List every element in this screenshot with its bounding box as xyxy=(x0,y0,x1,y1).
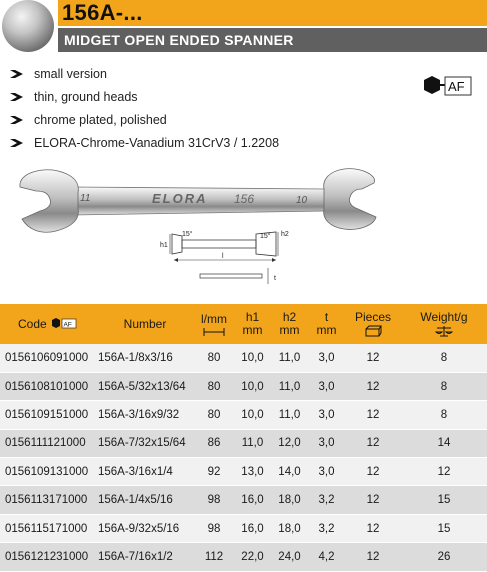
table-header-row xyxy=(0,304,487,344)
cell-number: 156A-9/32x5/16 xyxy=(96,514,194,542)
spanner-left-size: 11 xyxy=(80,193,91,204)
cell-code: 0156109131000 xyxy=(0,458,96,486)
cell-t: 3,0 xyxy=(308,429,345,457)
length-header-label: l/mm xyxy=(201,311,227,326)
title-band xyxy=(58,0,487,26)
spanner-brand: ELORA xyxy=(152,191,208,206)
cell-number: 156A-3/16x9/32 xyxy=(96,401,194,429)
cell-pieces: 12 xyxy=(345,486,401,514)
cell-weight: 15 xyxy=(401,514,487,542)
cell-t: 3,0 xyxy=(308,401,345,429)
cell-number: 156A-7/16x1/2 xyxy=(96,543,194,571)
arrow-bullet-icon xyxy=(10,115,24,125)
cell-h1: 22,0 xyxy=(234,543,271,571)
spanner-right-size: 10 xyxy=(296,195,308,206)
cell-h1: 13,0 xyxy=(234,458,271,486)
h1-header-unit: mm xyxy=(242,323,263,337)
cell-code: 0156108101000 xyxy=(0,372,96,400)
h1-header-label: h1 xyxy=(245,310,260,324)
cell-number: 156A-5/32x13/64 xyxy=(96,372,194,400)
dim-l-label: l xyxy=(222,253,224,260)
feature-item xyxy=(10,62,279,85)
cell-code: 0156121231000 xyxy=(0,543,96,571)
cell-length: 98 xyxy=(194,486,234,514)
subtitle-band xyxy=(58,28,487,52)
cell-h1: 16,0 xyxy=(234,514,271,542)
af-logo-text: AF xyxy=(448,79,465,94)
cell-code: 0156115171000 xyxy=(0,514,96,542)
cell-t: 4,2 xyxy=(308,543,345,571)
cell-weight: 14 xyxy=(401,429,487,457)
cell-code: 0156113171000 xyxy=(0,486,96,514)
feature-text: chrome plated, polished xyxy=(34,112,167,127)
col-header-h1 xyxy=(234,304,271,344)
dim-h1-label: h1 xyxy=(160,242,168,249)
cell-number: 156A-1/4x5/16 xyxy=(96,486,194,514)
cell-pieces: 12 xyxy=(345,344,401,372)
code-header-label: Code xyxy=(17,317,47,331)
cell-weight: 12 xyxy=(401,458,487,486)
cell-h1: 16,0 xyxy=(234,486,271,514)
t-header-unit: mm xyxy=(316,323,337,337)
table-row xyxy=(0,344,487,372)
cell-number: 156A-3/16x1/4 xyxy=(96,458,194,486)
cell-length: 80 xyxy=(194,401,234,429)
cell-length: 80 xyxy=(194,344,234,372)
cell-code: 0156111121000 xyxy=(0,429,96,457)
cell-weight: 26 xyxy=(401,543,487,571)
spanner-model: 156 xyxy=(234,192,255,206)
table-row xyxy=(0,372,487,400)
cell-weight: 8 xyxy=(401,344,487,372)
col-header-h2 xyxy=(271,304,308,344)
cell-weight: 8 xyxy=(401,372,487,400)
cell-h2: 18,0 xyxy=(271,486,308,514)
feature-text: ELORA-Chrome-Vanadium 31CrV3 / 1.2208 xyxy=(34,135,280,150)
feature-text: small version xyxy=(34,66,107,81)
af-small-text: AF xyxy=(63,321,72,329)
cell-h2: 18,0 xyxy=(271,514,308,542)
cell-t: 3,2 xyxy=(308,486,345,514)
col-header-weight xyxy=(401,304,487,344)
cell-h2: 12,0 xyxy=(271,429,308,457)
feature-item xyxy=(10,108,279,131)
cell-length: 98 xyxy=(194,514,234,542)
cell-length: 92 xyxy=(194,458,234,486)
h2-header-label: h2 xyxy=(282,310,297,324)
cell-h2: 11,0 xyxy=(271,401,308,429)
af-hex-small-icon xyxy=(50,317,78,330)
cell-length: 80 xyxy=(194,372,234,400)
cell-pieces: 12 xyxy=(345,429,401,457)
col-header-pieces xyxy=(345,304,401,344)
package-box-icon xyxy=(364,325,382,337)
product-subtitle: MIDGET OPEN ENDED SPANNER xyxy=(64,32,294,48)
cell-t: 3,2 xyxy=(308,514,345,542)
cell-t: 3,0 xyxy=(308,458,345,486)
cell-number: 156A-1/8x3/16 xyxy=(96,344,194,372)
cell-h2: 14,0 xyxy=(271,458,308,486)
dim-t-label: t xyxy=(274,275,276,282)
dimension-diagram xyxy=(160,222,300,288)
cell-length: 112 xyxy=(194,543,234,571)
col-header-code xyxy=(0,304,96,344)
cell-h2: 11,0 xyxy=(271,372,308,400)
cell-h2: 11,0 xyxy=(271,344,308,372)
cell-pieces: 12 xyxy=(345,401,401,429)
table-row xyxy=(0,543,487,571)
pieces-header-label: Pieces xyxy=(354,310,392,324)
h2-header-unit: mm xyxy=(279,323,300,337)
af-hex-logo-icon xyxy=(418,75,474,101)
scale-balance-icon xyxy=(435,325,453,337)
cell-code: 0156109151000 xyxy=(0,401,96,429)
col-header-number: Number xyxy=(96,304,194,344)
table-row xyxy=(0,429,487,457)
cell-h1: 11,0 xyxy=(234,429,271,457)
arrow-bullet-icon xyxy=(10,92,24,102)
feature-text: thin, ground heads xyxy=(34,89,138,104)
feature-item xyxy=(10,131,279,154)
cell-weight: 8 xyxy=(401,401,487,429)
cell-length: 86 xyxy=(194,429,234,457)
feature-list xyxy=(10,62,279,154)
col-header-length xyxy=(194,304,234,344)
dim-angle-left: 15° xyxy=(182,231,193,238)
cell-t: 3,0 xyxy=(308,344,345,372)
page-header xyxy=(0,0,487,58)
table-row xyxy=(0,401,487,429)
product-title: 156A-... xyxy=(62,0,143,25)
chrome-ball-logo xyxy=(2,0,54,52)
dim-h2-label: h2 xyxy=(281,231,289,238)
table-row xyxy=(0,458,487,486)
cell-code: 0156106091000 xyxy=(0,344,96,372)
cell-pieces: 12 xyxy=(345,458,401,486)
length-dimension-icon xyxy=(203,328,225,336)
weight-header-label: Weight/g xyxy=(420,310,468,324)
arrow-bullet-icon xyxy=(10,69,24,79)
cell-weight: 15 xyxy=(401,486,487,514)
col-header-t xyxy=(308,304,345,344)
t-header-label: t xyxy=(324,310,329,324)
spec-table xyxy=(0,304,487,572)
cell-h1: 10,0 xyxy=(234,372,271,400)
cell-h2: 24,0 xyxy=(271,543,308,571)
cell-h1: 10,0 xyxy=(234,401,271,429)
cell-number: 156A-7/32x15/64 xyxy=(96,429,194,457)
table-row xyxy=(0,486,487,514)
arrow-bullet-icon xyxy=(10,138,24,148)
feature-item xyxy=(10,85,279,108)
cell-pieces: 12 xyxy=(345,514,401,542)
cell-pieces: 12 xyxy=(345,372,401,400)
dim-angle-right: 15° xyxy=(260,233,271,240)
cell-h1: 10,0 xyxy=(234,344,271,372)
cell-pieces: 12 xyxy=(345,543,401,571)
cell-t: 3,0 xyxy=(308,372,345,400)
table-row xyxy=(0,514,487,542)
